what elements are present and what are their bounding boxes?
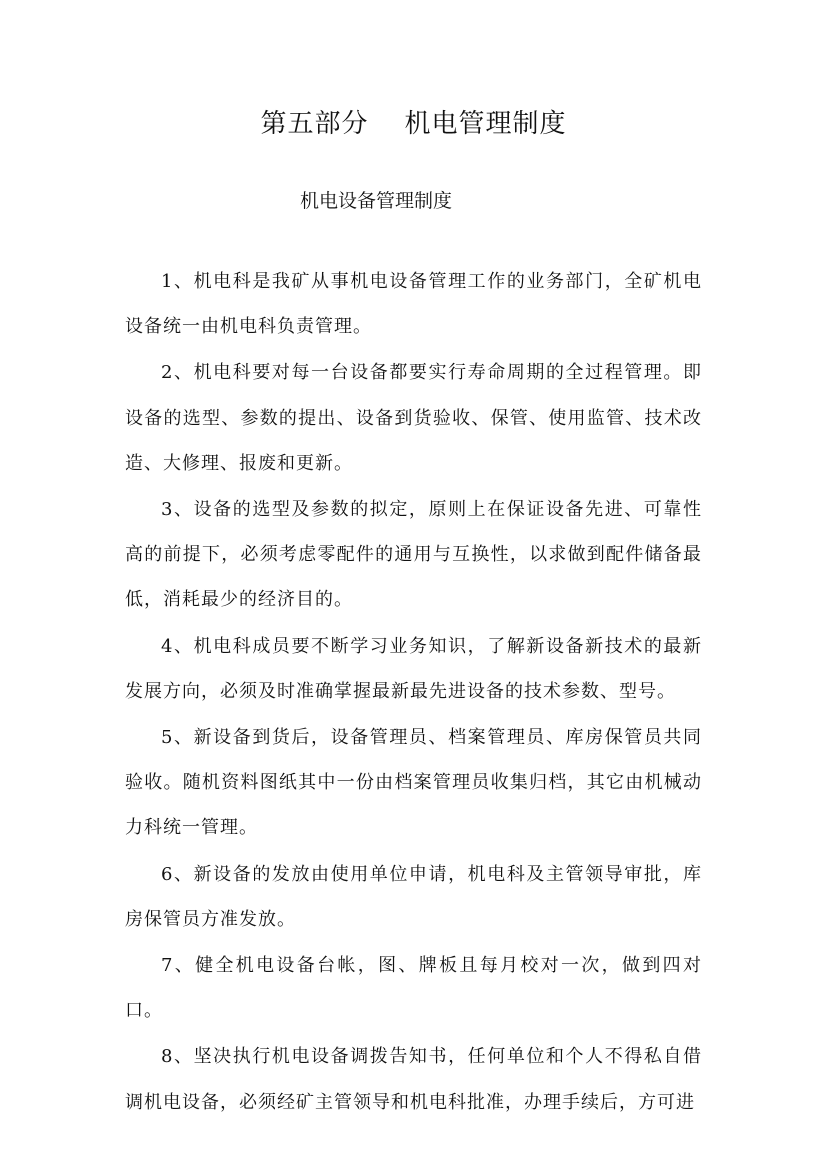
paragraph-4: 4、机电科成员要不断学习业务知识，了解新设备新技术的最新发展方向，必须及时准确掌握最新最先进设备的技术参数、型号。 [125,635,702,702]
section-title: 机电设备管理制度 [300,190,453,212]
paragraph-3: 3、设备的选型及参数的拟定，原则上在保证设备先进、可靠性高的前提下，必须考虑零配件的通用与互换性，以求做到配件储备最低，消耗最少的经济目的。 [125,499,702,611]
document-title-name: 机电管理制度 [404,109,567,139]
document-body [125,259,702,1126]
paragraph-8: 8、坚决执行机电设备调拨告知书，任何单位和个人不得私自借调机电设备，必须经矿主管领导和机电科批准，办理手续后，方可进 [125,1046,702,1113]
paragraph-2: 2、机电科要对每一台设备都要实行寿命周期的全过程管理。即设备的选型、参数的提出、设备到货验收、保管、使用监管、技术改造、大修理、报废和更新。 [125,362,702,474]
paragraph-7: 7、健全机电设备台帐，图、牌板且每月校对一次，做到四对口。 [125,955,702,1022]
paragraph-1: 1、机电科是我矿从事机电设备管理工作的业务部门，全矿机电设备统一由机电科负责管理。 [125,271,702,338]
paragraph-6: 6、新设备的发放由使用单位申请，机电科及主管领导审批，库房保管员方准发放。 [125,863,702,930]
paragraph-5: 5、新设备到货后，设备管理员、档案管理员、库房保管员共同验收。随机资料图纸其中一份由档案管理员收集归档，其它由机械动力科统一管理。 [125,727,702,839]
document-title [0,104,827,144]
document-title-part: 第五部分 [260,109,369,139]
